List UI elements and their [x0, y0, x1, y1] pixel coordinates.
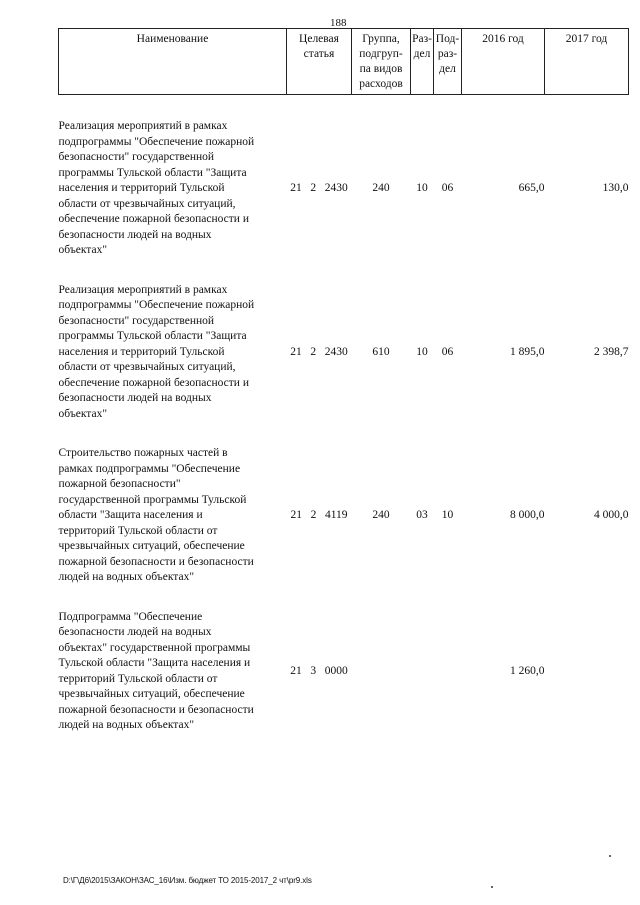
row-target-article: 21 3 0000 — [290, 664, 348, 677]
row-name: Подпрограмма "Обеспечение безопасности людей на водных объектах" государственной программы Тульской области "Защита населения и территорий Тульской области от чрезвычайных ситуаций, обеспечение пожарной безопасности и безопасности людей на водных объектах" — [58, 610, 254, 731]
row-name: Реализация мероприятий в рамках подпрограммы "Обеспечение пожарной безопасности" государственной программы Тульской области "Защита населения и территорий Тульской области от чрезвычайных ситуаций, обеспечение пожарной безопасности и безопасности людей на водных объектах" — [58, 120, 255, 256]
row-group: 240 — [372, 509, 390, 521]
row-2017: 4 000,0 — [594, 509, 629, 521]
table-header-row — [59, 29, 629, 95]
row-2016: 1 895,0 — [510, 345, 545, 358]
row-section: 03 — [416, 509, 428, 521]
row-2017 — [545, 610, 629, 734]
table-row — [59, 119, 629, 259]
header-name: Наименование — [59, 29, 287, 95]
row-target-article: 21 2 2430 — [290, 345, 348, 358]
table-row — [59, 283, 629, 423]
header-target-article: Целевая статья — [287, 29, 352, 95]
header-subsection: Под- раз- дел — [434, 29, 462, 95]
row-name: Строительство пожарных частей в рамках подпрограммы "Обеспечение пожарной безопасности" государственной программы Тульской области "Защита населения и территорий Тульской области от чрезвычайных ситуаций, обеспечение пожарной безопасности и безопасности людей на водных объектах" — [58, 447, 254, 583]
row-section: 10 — [416, 345, 428, 358]
header-section: Раз- дел — [411, 29, 434, 95]
row-subsection: 10 — [441, 509, 454, 521]
row-2016: 665,0 — [518, 182, 545, 194]
row-subsection — [434, 610, 462, 734]
footer-file-path: D:\Г\Д6\2015\ЗАКОН\ЗАС_16\Изм. бюджет ТО 2015-2017_2 чт\pr9.xls — [63, 876, 312, 885]
row-group: 240 — [372, 182, 390, 194]
row-group — [352, 610, 411, 734]
header-2016: 2016 год — [462, 29, 545, 95]
row-section: 10 — [416, 182, 428, 194]
row-2016: 1 260,0 — [510, 664, 545, 677]
row-section — [411, 610, 434, 734]
row-subsection: 06 — [441, 345, 454, 358]
header-group: Группа, подгруп- па видов расходов — [352, 29, 411, 95]
row-group: 610 — [372, 345, 390, 358]
row-subsection: 06 — [441, 182, 454, 194]
scan-speck — [491, 886, 493, 888]
budget-table — [58, 28, 629, 734]
row-target-article: 21 2 4119 — [290, 509, 348, 521]
header-2017: 2017 год — [545, 29, 629, 95]
table-row — [59, 610, 629, 734]
page-number: 188 — [330, 17, 347, 29]
row-2017: 2 398,7 — [594, 345, 629, 358]
row-name: Реализация мероприятий в рамках подпрограммы "Обеспечение пожарной безопасности" государственной программы Тульской области "Защита населения и территорий Тульской области от чрезвычайных ситуаций, обеспечение пожарной безопасности и безопасности людей на водных объектах" — [58, 283, 255, 420]
row-target-article: 21 2 2430 — [290, 182, 348, 194]
row-2016: 8 000,0 — [510, 509, 545, 521]
row-2017: 130,0 — [602, 182, 629, 194]
table-row — [59, 446, 629, 586]
scan-speck — [609, 855, 611, 857]
